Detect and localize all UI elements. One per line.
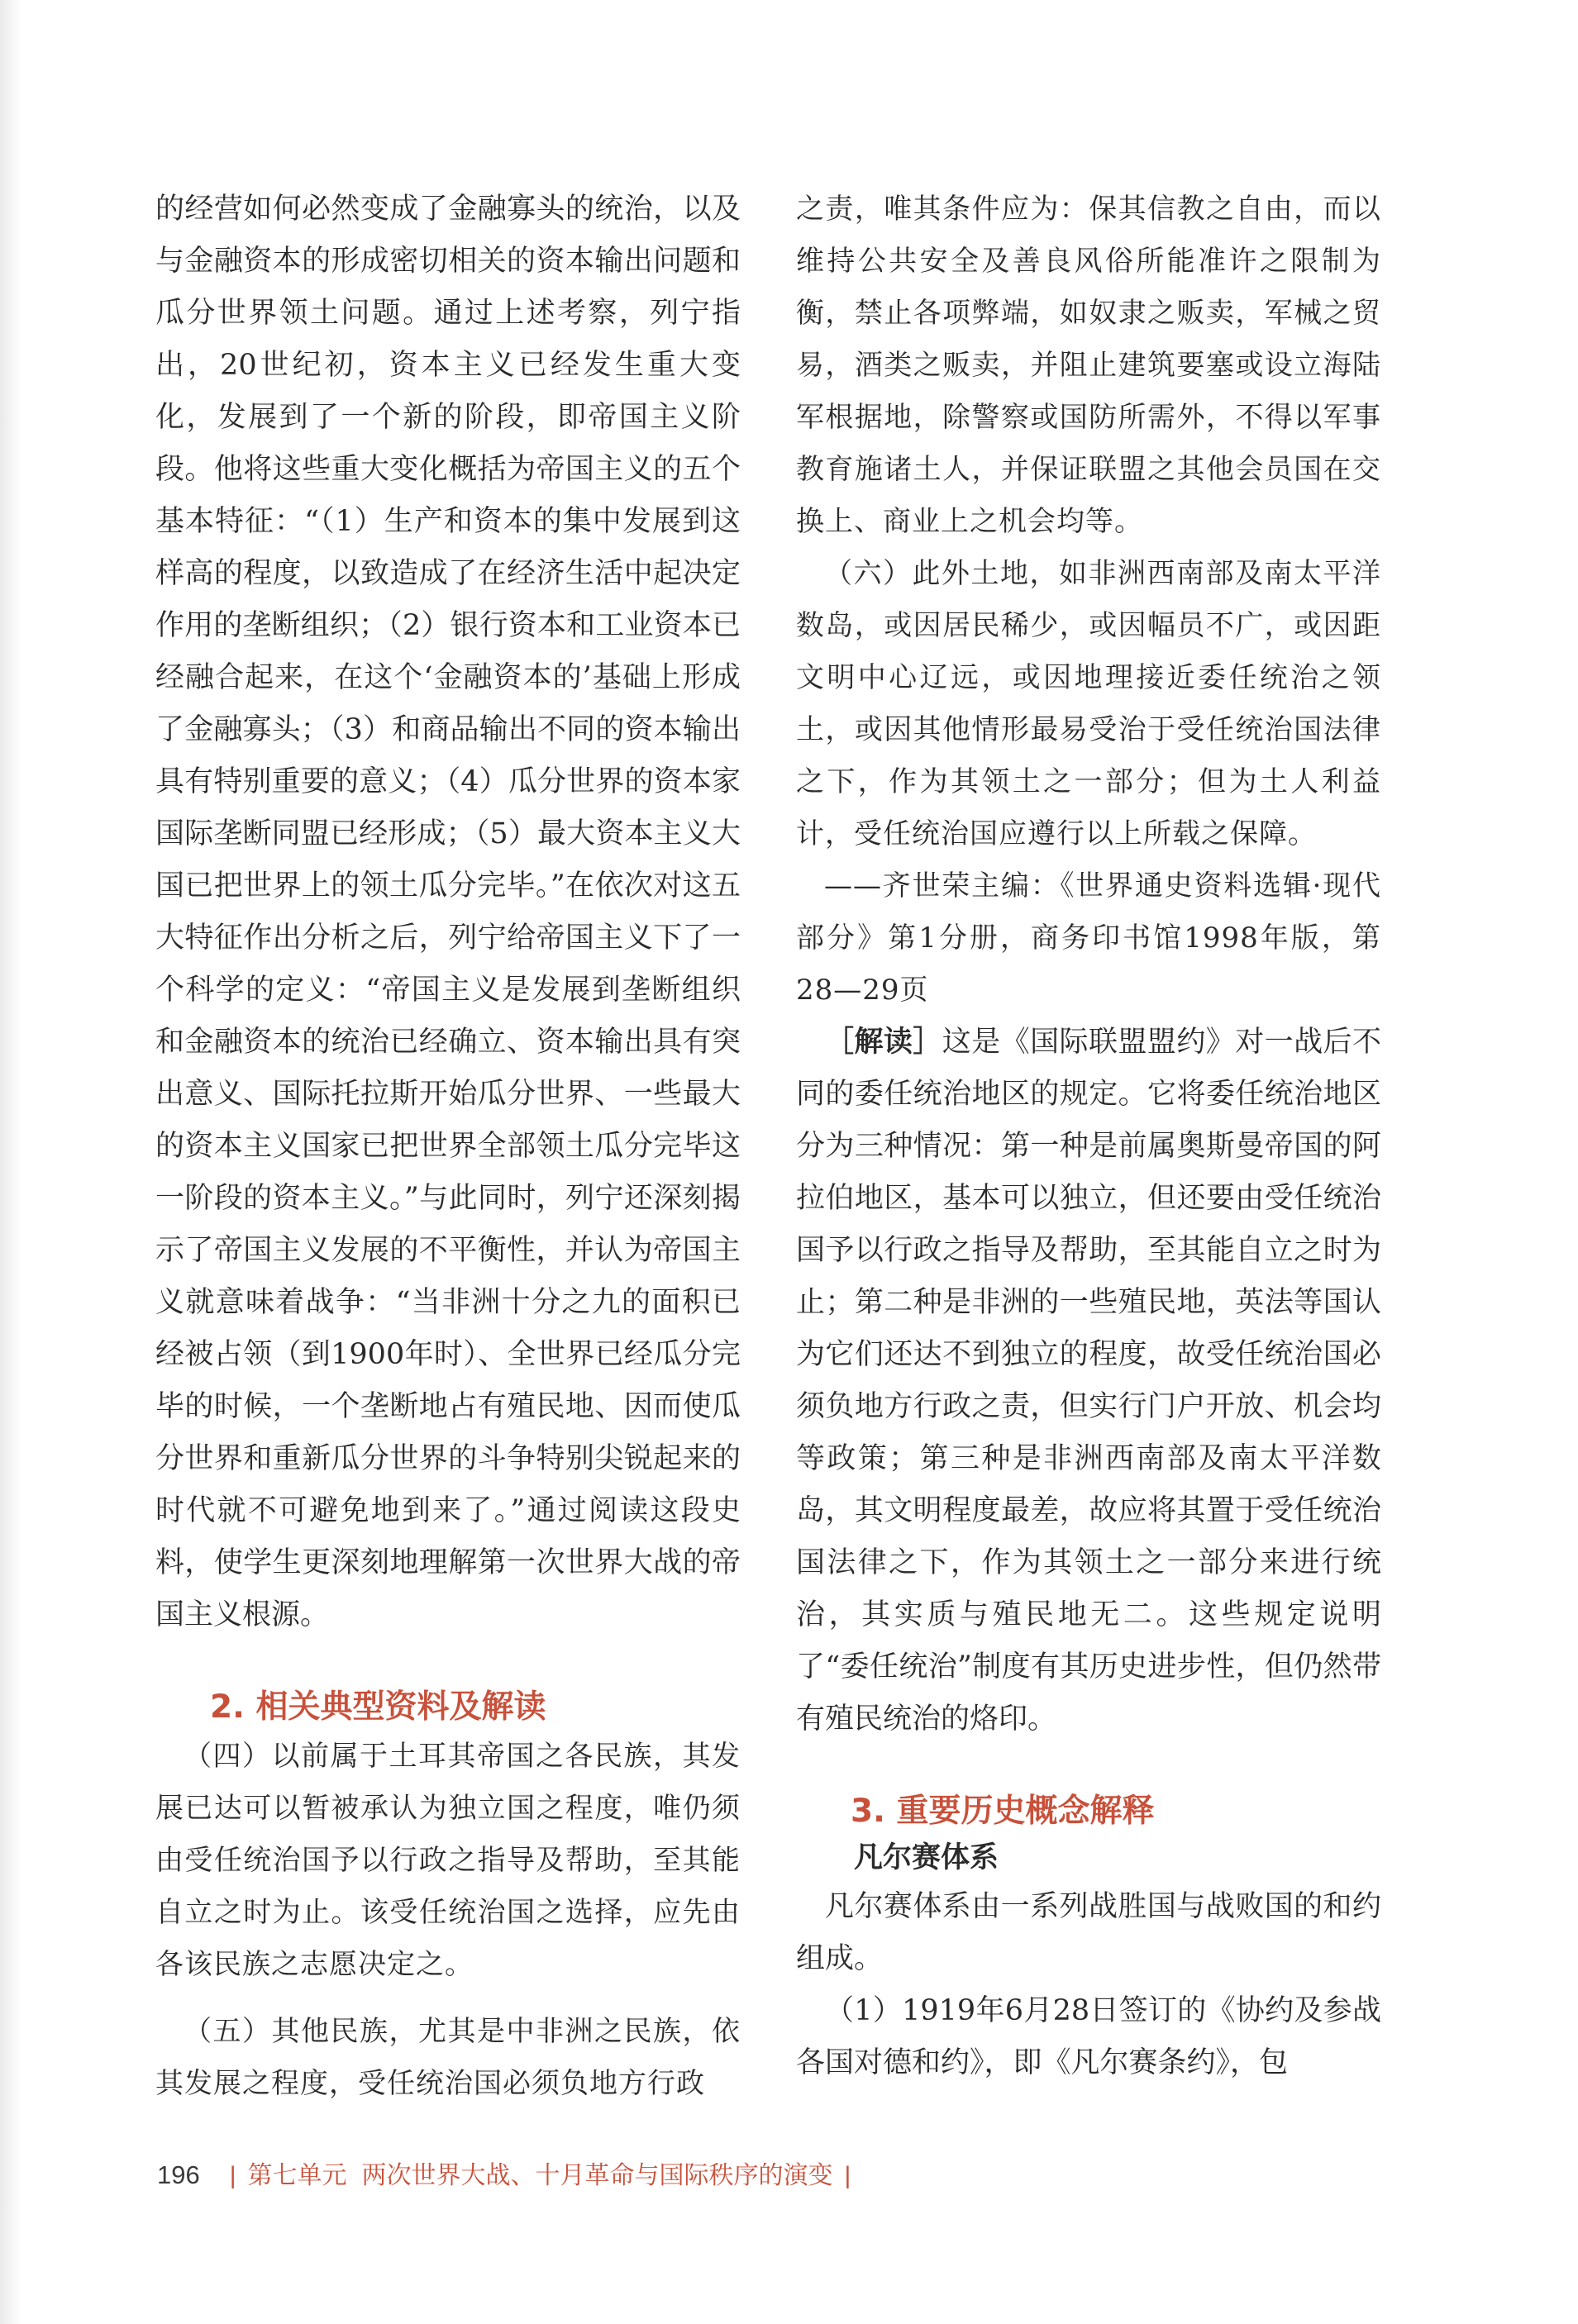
page-binding-edge	[0, 0, 21, 2324]
right-column	[796, 183, 1381, 2089]
footer-separator: |	[229, 2162, 236, 2189]
concept-item-1: （1）1919年6月28日签订的《协约及参战各国对德和约》，即《凡尔赛条约》，包	[796, 1994, 1381, 2079]
interpretation-label: ［解读］	[825, 1026, 942, 1059]
intro-paragraph: 的经营如何必然变成了金融寡头的统治，以及与金融资本的形成密切相关的资本输出问题和瓜分世界领土问题。通过上述考察，列宁指出，20世纪初，资本主义已经发生重大变化，发展到了一个新的阶段，即帝国主义阶段。他将这些重大变化概括为帝国主义的五个基本特征：“（1）生产和资本的集中发展到这样高的程度，以致造成了在经济生活中起决定作用的垄断组织；（2）银行资本和工业资本已经融合起来，在这个‘金融资本的’基础上形成了金融寡头；（3）和商品输出不同的资本输出具有特别重要的意义；（4）瓜分世界的资本家国际垄断同盟已经形成；（5）最大资本主义大国已把世界上的领土瓜分完毕。”在依次对这五大特征作出分析之后，列宁给帝国主义下了一个科学的定义：“帝国主义是发展到垄断组织和金融资本的统治已经确立、资本输出具有突出意义、国际托拉斯开始瓜分世界、一些最大的资本主义国家已把世界全部领土瓜分完毕这一阶段的资本主义。”与此同时，列宁还深刻揭示了帝国主义发展的不平衡性，并认为帝国主义就意味着战争：“当非洲十分之九的面积已经被占领（到1900年时）、全世界已经瓜分完毕的时候，一个垄断地占有殖民地、因而使瓜分世界和重新瓜分世界的斗争特别尖锐起来的时代就不可避免地到来了。”通过阅读这段史料，使学生更深刻地理解第一次世界大战的帝国主义根源。	[155, 193, 741, 1631]
spacer	[155, 1991, 741, 2006]
unit-label: 第七单元	[247, 2162, 347, 2189]
quote-paragraph-six: （六）此外土地，如非洲西南部及南太平洋数岛，或因居民稀少，或因幅员不广，或因距文明中心辽远，或因地理接近委任统治之领土，或因其他情形最易受治于受任统治国法律之下，作为其领土之一部分；但为土人利益计，受任统治国应遵行以上所载之保障。	[796, 557, 1381, 850]
left-column	[155, 183, 741, 2110]
quote-paragraph-five-continued: 之责，唯其条件应为：保其信教之自由，而以维持公共安全及善良风俗所能准许之限制为衡，禁止各项弊端，如奴隶之贩卖，军械之贸易，酒类之贩卖，并阻止建筑要塞或设立海陆军根据地，除警察或国防所需外，不得以军事教育施诸土人，并保证联盟之其他会员国在交换上、商业上之机会均等。	[796, 193, 1381, 538]
section-heading-related-materials: 2. 相关典型资料及解读	[210, 1688, 546, 1726]
concept-intro: 凡尔赛体系由一系列战胜国与战败国的和约组成。	[796, 1890, 1381, 1975]
quote-paragraph-four: （四）以前属于土耳其帝国之各民族，其发展已达可以暂被承认为独立国之程度，唯仍须由受任统治国予以行政之指导及帮助，至其能自立之时为止。该受任统治国之选择，应先由各该民族之志愿决定之。	[155, 1740, 741, 1981]
page-number: 196	[157, 2160, 200, 2189]
concept-title: 凡尔赛体系	[854, 1841, 999, 1874]
page-footer	[157, 2159, 851, 2193]
section-heading-concepts: 3. 重要历史概念解释	[851, 1793, 1155, 1830]
footer-separator-end: |	[844, 2162, 851, 2189]
spacer	[155, 1641, 741, 1684]
unit-title: 两次世界大战、十月革命与国际秩序的演变	[361, 2162, 833, 2189]
interpretation-paragraph	[796, 1017, 1381, 1745]
interpretation-text: 这是《国际联盟盟约》对一战后不同的委任统治地区的规定。它将委任统治地区分为三种情况：第一种是前属奥斯曼帝国的阿拉伯地区，基本可以独立，但还要由受任统治国予以行政之指导及帮助，至其能自立之时为止；第二种是非洲的一些殖民地，英法等国认为它们还达不到独立的程度，故受任统治国必须负地方行政之责，但实行门户开放、机会均等政策；第三种是非洲西南部及南太平洋数岛，其文明程度最差，故应将其置于受任统治国法律之下，作为其领土之一部分来进行统治，其实质与殖民地无二。这些规定说明了“委任统治”制度有其历史进步性，但仍然带有殖民统治的烙印。	[796, 1026, 1381, 1736]
source-citation: ——齐世荣主编：《世界通史资料选辑·现代部分》第1分册，商务印书馆1998年版，第28—29页	[796, 869, 1381, 1007]
spacer	[796, 1745, 1381, 1788]
quote-paragraph-five: （五）其他民族，尤其是中非洲之民族，依其发展之程度，受任统治国必须负地方行政	[155, 2015, 741, 2100]
